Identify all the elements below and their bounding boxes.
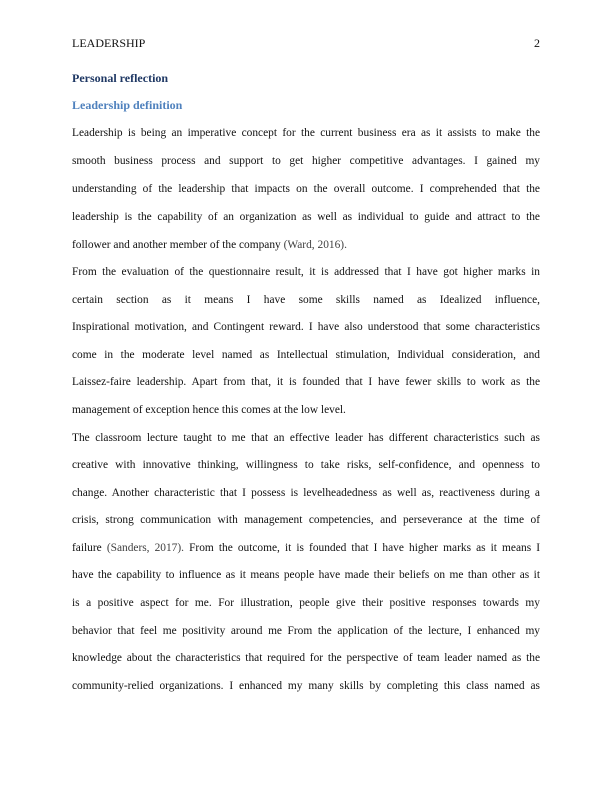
body-line: certain section as it means I have some skills named as Idealized influence, [72,294,540,306]
body-line: smooth business process and support to get higher competitive advantages. I gained my [72,155,540,167]
body-line: management of exception hence this comes at the low level. [72,404,346,416]
body-line [72,541,540,555]
body-line: Inspirational motivation, and Contingent reward. I have also understood that some characteristics [72,321,540,333]
body-line: Leadership is being an imperative concept for the current business era as it assists to make the [72,127,540,139]
citation: (Ward, 2016). [283,239,347,251]
page-number: 2 [534,36,540,50]
running-head: LEADERSHIP [72,36,146,50]
body-text: follower and another member of the company [72,239,281,251]
section-heading: Personal reflection [72,71,169,85]
body-line: have the capability to influence as it means people have made their beliefs on me than other as it [72,569,540,581]
body-line [72,238,540,252]
body-line: change. Another characteristic that I possess is levelheadedness as well as, reactiveness during a [72,487,540,499]
subsection-heading: Leadership definition [72,98,183,112]
body-line: From the evaluation of the questionnaire result, it is addressed that I have got higher marks in [72,266,540,278]
body-text: failure [72,542,102,554]
body-line: understanding of the leadership that impacts on the overall outcome. I comprehended that the [72,183,540,195]
body-line: knowledge about the characteristics that required for the perspective of team leader named as the [72,652,540,664]
body-line: behavior that feel me positivity around me From the application of the lecture, I enhanced my [72,625,540,637]
body-line: come in the moderate level named as Intellectual stimulation, Individual consideration, and [72,349,540,361]
page-header [72,36,540,52]
body-line: community-relied organizations. I enhanced my many skills by completing this class named as [72,680,540,692]
body-line: leadership is the capability of an organization as well as individual to guide and attract to the [72,211,540,223]
body-line: The classroom lecture taught to me that an effective leader has different characteristics such as [72,432,540,444]
body-line: crisis, strong communication with management competencies, and perseverance at the time of [72,514,540,526]
citation: (Sanders, 2017). [106,542,185,554]
body-line: Laissez-faire leadership. Apart from that, it is founded that I have fewer skills to work as the [72,376,540,388]
body-text: From the outcome, it is founded that I have higher marks as it means I [184,542,540,554]
body-line: creative with innovative thinking, willingness to take risks, self-confidence, and openness to [72,459,540,471]
body-line: is a positive aspect for me. For illustration, people give their positive responses towards my [72,597,540,609]
